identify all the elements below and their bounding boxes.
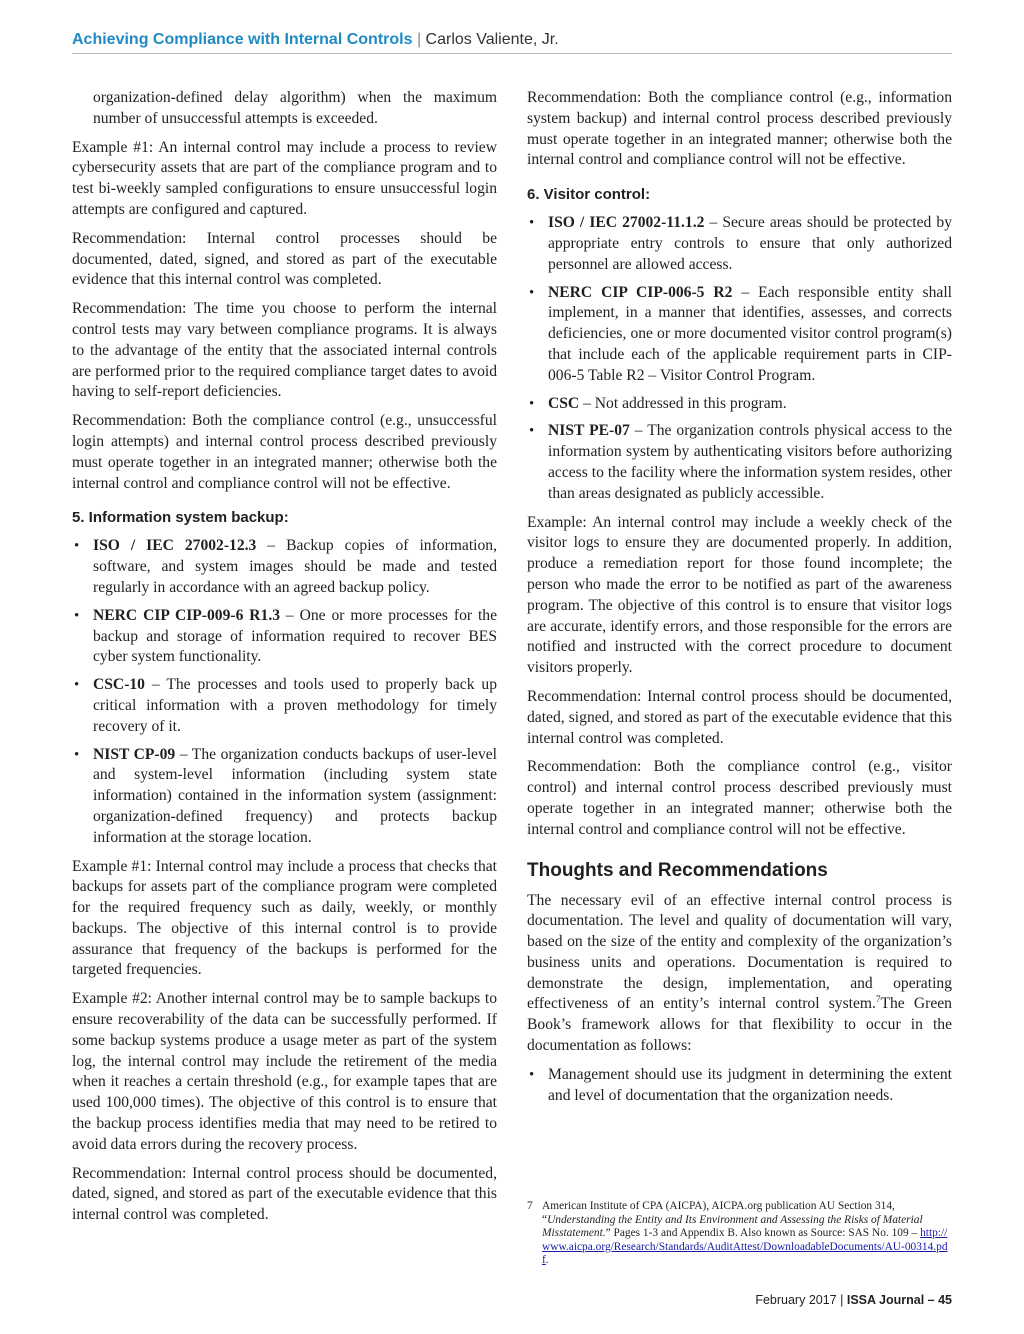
paragraph-thoughts xyxy=(527,891,952,1057)
control-term: ISO / IEC 27002-11.1.2 xyxy=(548,214,705,232)
control-term: CSC xyxy=(548,394,580,412)
paragraph-visitor-recommendation-1: Recommendation: Internal control process should be documented, dated, signed, and stored as part of the executable evidence that this internal control was completed. xyxy=(527,687,952,747)
control-term: NIST CP-09 xyxy=(93,745,176,763)
right-column xyxy=(527,88,952,1114)
footnote-body xyxy=(542,1200,952,1268)
control-text: – Secure areas should be protected by appropriate entry controls to ensure that only authorized personnel are allowed access. xyxy=(548,214,952,273)
control-term: NIST PE-07 xyxy=(548,422,630,440)
list-item xyxy=(527,213,952,275)
list-item xyxy=(72,536,497,598)
section-5-list xyxy=(72,536,497,848)
footnote-text-before: American Institute of CPA (AICPA), AICPA.org publication AU Section 314, “ xyxy=(542,1200,895,1226)
footnote-title: Understanding the Entity and Its Environment and Assessing the Risks of Material Misstatement. xyxy=(542,1213,923,1240)
thoughts-heading: Thoughts and Recommendations xyxy=(527,859,828,881)
control-text: – The organization conducts backups of user-level and system-level information (including system state information) contained in the information system (assignment: organization-defined frequency) and protects backup information at the storage location. xyxy=(93,745,498,846)
paragraph-continuation: organization-defined delay algorithm) when the maximum number of unsuccessful attempts is exceeded. xyxy=(93,89,497,127)
left-column xyxy=(72,88,497,1234)
control-text: – The organization controls physical access to the information system by authenticating visitors before authorizing access to the facility where the information system resides, other than areas designated as publicly accessible. xyxy=(548,422,953,502)
list-item xyxy=(527,421,952,504)
paragraph-recommendation-3: Recommendation: Both the compliance control (e.g., unsuccessful login attempts) and internal control process described previously must operate together in an integrated manner; otherwise both the internal control and compliance control will not be effective. xyxy=(72,412,497,492)
control-text: – Backup copies of information, software, and system images should be made and tested regularly in accordance with an agreed backup policy. xyxy=(93,537,497,596)
thoughts-main-text: The necessary evil of an effective internal control process is documentation. The level and quality of documentation will vary, based on the size of the entity and complexity of the organization’s business units and operations. Documentation is required to demonstrate the design, implementation, and operating effectiveness of an entity’s internal control system. xyxy=(527,891,952,1013)
page-footer xyxy=(755,1292,952,1308)
footer-journal-page: ISSA Journal – 45 xyxy=(846,1293,952,1307)
section-6-heading: 6. Visitor control: xyxy=(527,186,651,204)
control-term: ISO / IEC 27002-12.3 xyxy=(93,537,257,555)
paragraph-visitor-example: Example: An internal control may include a weekly check of the visitor logs to ensure they are documented properly. In addition, produce a remediation report for those found incomplete; the person who made the error to be notified as part of the awareness program. The objective of this control is to ensure that visitor logs are accurate, identify errors, and those responsible for the errors are notified and instructed with the correct procedure to document visitors properly. xyxy=(527,513,952,677)
list-item xyxy=(527,283,952,387)
control-term: NERC CIP CIP-009-6 R1.3 xyxy=(93,606,281,624)
header-title: Achieving Compliance with Internal Controls xyxy=(72,31,413,48)
control-text: – The processes and tools used to properly back up critical information with a proven methodology for timely recovery of it. xyxy=(93,676,497,735)
list-item xyxy=(72,675,497,737)
header-author: Carlos Valiente, Jr. xyxy=(425,31,559,48)
footnote-end: . xyxy=(545,1254,549,1267)
paragraph-recommendation-1: Recommendation: Internal control processes should be documented, dated, signed, and stored as part of the executable evidence that this internal control was completed. xyxy=(72,229,497,289)
footnote-link[interactable]: http://www.aicpa.org/Research/Standards/AuditAttest/DownloadableDocuments/AU-00314.pdf xyxy=(542,1227,948,1267)
header-separator: | xyxy=(416,31,422,48)
list-item xyxy=(527,394,952,415)
section-6-list xyxy=(527,213,952,504)
header-divider xyxy=(72,53,952,54)
footnote xyxy=(527,1200,952,1268)
footnote-number: 7 xyxy=(527,1200,533,1212)
list-item xyxy=(72,745,497,849)
list-item xyxy=(72,606,497,668)
control-text: – Not addressed in this program. xyxy=(579,394,787,412)
control-text: – One or more processes for the backup and storage of information required to recover BES cyber system functionality. xyxy=(93,606,497,666)
footnote-text-after: ” Pages 1-3 and Appendix B. Also known as Source: SAS No. 109 – xyxy=(605,1227,921,1240)
footnote-reference[interactable]: 7 xyxy=(875,994,881,1005)
paragraph-recommendation-2: Recommendation: The time you choose to perform the internal control tests may vary between compliance programs. It is always to the advantage of the entity that the associated internal controls are performed prior to the required compliance target dates to avoid having to self-report deficiencies. xyxy=(72,300,497,401)
paragraph-visitor-recommendation-2: Recommendation: Both the compliance control (e.g., visitor control) and internal control process described previously must operate together in an integrated manner; otherwise both the internal control and compliance control will not be effective. xyxy=(527,758,952,838)
control-term: CSC-10 xyxy=(93,676,145,694)
paragraph-recommendation-backup: Recommendation: Both the compliance control (e.g., information system backup) and internal control process described previously must operate together in an integrated manner; otherwise both the internal control and compliance control will not be effective. xyxy=(527,89,952,169)
thoughts-list xyxy=(527,1065,952,1107)
running-header xyxy=(72,28,952,54)
footer-date: February 2017 xyxy=(755,1293,837,1307)
footer-separator: | xyxy=(840,1293,844,1307)
thoughts-tail-text: The Green Book’s framework allows for that flexibility to occur in the documentation as follows: xyxy=(527,995,952,1055)
paragraph-backup-recommendation: Recommendation: Internal control process should be documented, dated, signed, and stored as part of the executable evidence that this internal control was completed. xyxy=(72,1164,497,1224)
paragraph-backup-example-2: Example #2: Another internal control may be to sample backups to ensure recoverability of the data can be successfully performed. If some backup systems produce a usage meter as part of the system log, the internal control may include the retirement of the media when it reaches a certain threshold (e.g., for example tapes that are used 100,000 times). The objective of this control is to ensure that the backup process identifies media that may need to be retired to avoid data errors during the recovery process. xyxy=(72,990,497,1153)
paragraph-example-1: Example #1: An internal control may include a process to review cybersecurity assets that are part of the compliance program and to test bi-weekly sampled configurations to ensure unsuccessful login attempts are configured and captured. xyxy=(72,138,497,218)
control-text: – Each responsible entity shall implement, in a manner that identifies, assesses, and corrects deficiencies, one or more documented visitor control program(s) that include each of the applicable requirement parts in CIP-006-5 Table R2 – Visitor Control Program. xyxy=(548,283,952,384)
section-5-heading: 5. Information system backup: xyxy=(72,509,289,527)
paragraph-backup-example-1: Example #1: Internal control may include a process that checks that backups for assets part of the compliance program were completed for the required frequency such as daily, weekly, or monthly backups. The objective of this internal control is to provide assurance that frequency of the backups is performed for the targeted frequencies. xyxy=(72,857,497,979)
control-term: NERC CIP CIP-006-5 R2 xyxy=(548,283,733,301)
list-item: • Management should use its judgment in determining the extent and level of documentation that the organization needs. xyxy=(527,1065,952,1107)
